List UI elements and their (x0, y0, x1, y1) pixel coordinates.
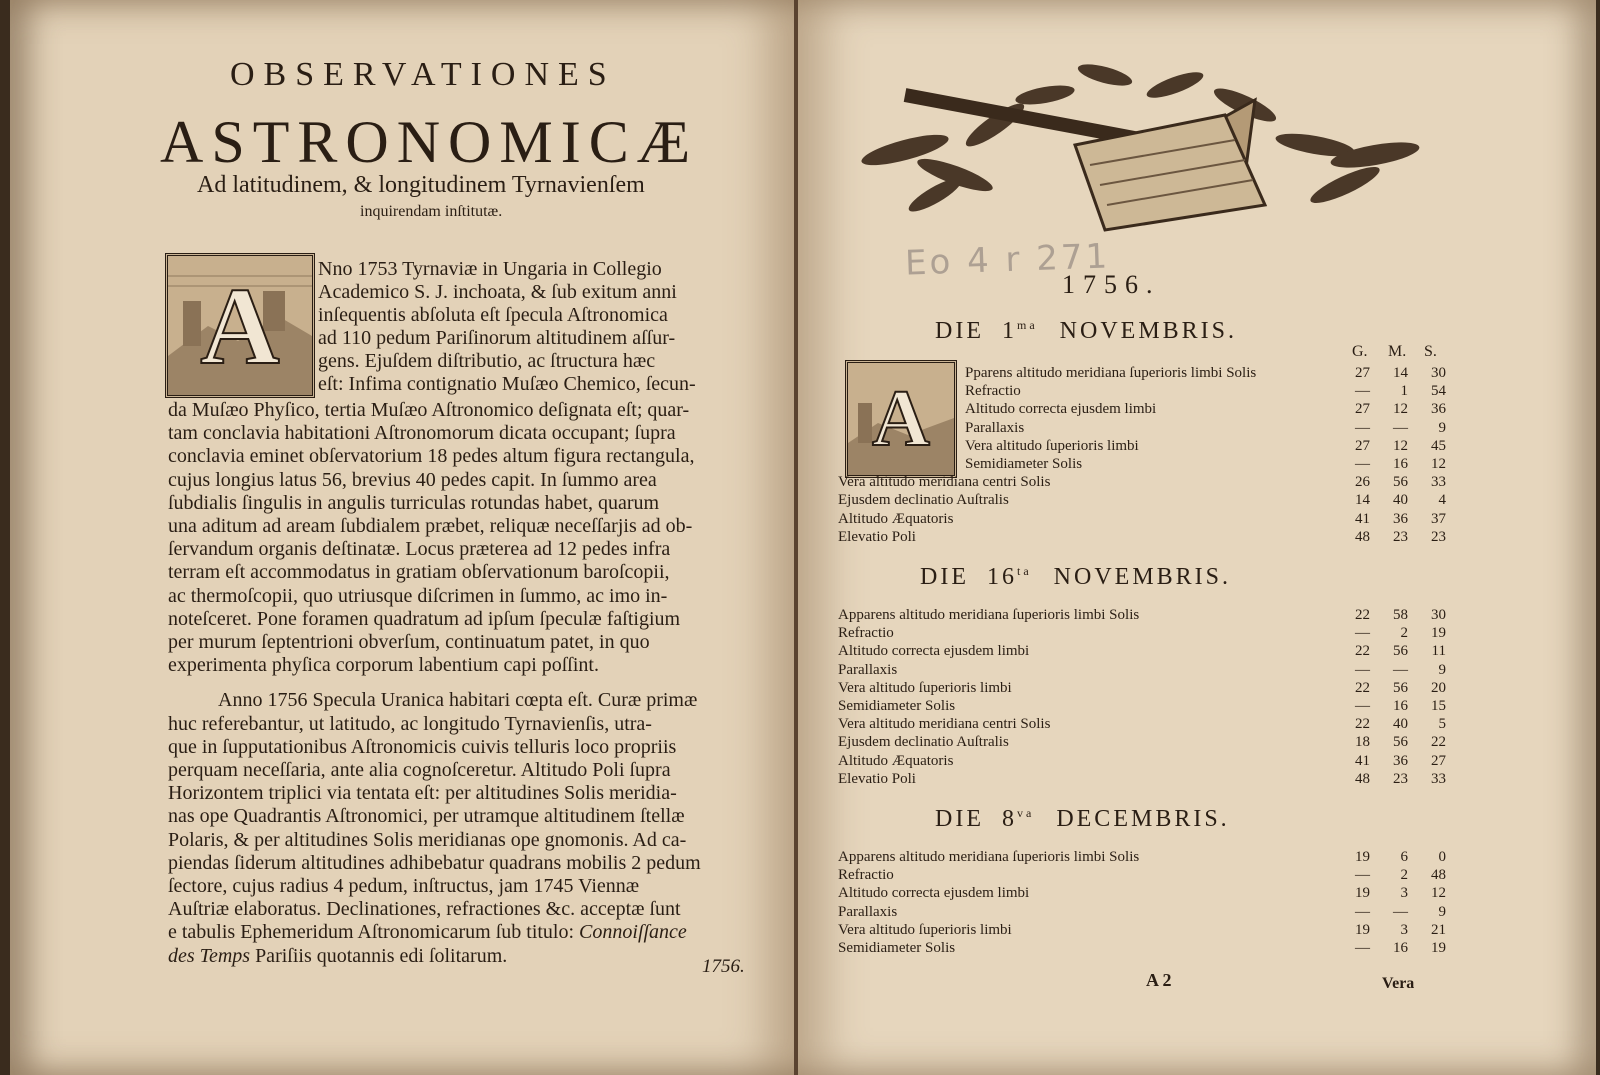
table-row (965, 400, 1460, 418)
value-degrees: 41 (1355, 752, 1370, 769)
value-seconds: 15 (1431, 698, 1446, 714)
value-degrees: 41 (1355, 510, 1370, 527)
decorated-initial (165, 253, 315, 398)
text-line: tam conclavia habitationi Aſtronomorum dicata occupant; ſupra (168, 422, 676, 445)
value-minutes: — (1393, 419, 1408, 436)
value-seconds: 45 (1431, 437, 1446, 454)
day-heading-word: DIE (935, 318, 984, 344)
day-ordinal: ma (1016, 318, 1038, 332)
value-minutes: 56 (1393, 474, 1408, 491)
value-minutes: 36 (1393, 752, 1408, 769)
value-minutes: — (1393, 661, 1408, 678)
value-minutes: 56 (1393, 643, 1408, 660)
value-seconds: 37 (1431, 510, 1446, 527)
value-seconds: 54 (1431, 383, 1446, 400)
column-header-seconds: S. (1424, 343, 1437, 360)
decorated-initial-small (845, 360, 957, 478)
value-minutes: 56 (1393, 734, 1408, 751)
value-seconds: 4 (1438, 492, 1446, 509)
table-row (965, 364, 1460, 382)
value-degrees: — (1355, 698, 1370, 714)
value-degrees: 22 (1355, 607, 1370, 623)
table-row (965, 419, 1460, 437)
value-seconds: 33 (1431, 474, 1446, 491)
value-degrees: — (1355, 903, 1370, 920)
row-label: Vera altitudo ſuperioris limbi (965, 437, 1139, 454)
table-row (838, 848, 1460, 866)
text-line: conclavia eminet obſervatorium 18 pedes altum figura rectangula, (168, 445, 695, 468)
text-line: ſubdialis ſingulis in angulis turriculas rotundas habet, quarum (168, 491, 660, 514)
text-line: ad 110 pedum Pariſinorum altitudinem aſſur- (318, 327, 676, 349)
table-row (838, 624, 1460, 642)
value-minutes: 14 (1393, 365, 1408, 381)
text-line: cujus longius latus 56, brevius 40 pedes capit. In ſummo area (168, 468, 657, 491)
text-line: Horizontem triplici via tentata eſt: per altitudines Solis meridia- (168, 782, 677, 805)
subtitle-line-2: inquirendam inſtitutæ. (360, 203, 503, 220)
value-minutes: — (1393, 903, 1408, 920)
value-seconds: 5 (1438, 716, 1446, 733)
row-label: Ejusdem declinatio Auſtralis (838, 492, 1009, 509)
value-seconds: 0 (1438, 849, 1446, 865)
value-seconds: 22 (1431, 734, 1446, 751)
value-seconds: 48 (1431, 867, 1446, 884)
month-name: NOVEMBRIS. (1053, 564, 1232, 590)
table-row (838, 866, 1460, 884)
text-line: Polaris, & per altitudines Solis meridianas ope gnomonis. Ad ca- (168, 828, 687, 851)
value-degrees: 14 (1355, 492, 1370, 509)
table-row (838, 939, 1460, 957)
value-minutes: 56 (1393, 679, 1408, 696)
table-row (838, 903, 1460, 921)
day-number: 16 (986, 564, 1017, 590)
table-row (965, 455, 1460, 473)
text-line: ſectore, cujus radius 4 pedum, inſtructus, jam 1745 Viennæ (168, 875, 640, 897)
day-number: 8 (1001, 806, 1017, 832)
value-seconds: 33 (1431, 770, 1446, 787)
row-label: Refractio (965, 383, 1021, 400)
value-degrees: — (1355, 383, 1370, 400)
table-row (838, 715, 1460, 733)
table-row (838, 733, 1460, 751)
value-seconds: 30 (1431, 607, 1446, 623)
value-degrees: 48 (1355, 528, 1370, 545)
signature-mark: A 2 (1146, 970, 1172, 990)
value-degrees: — (1355, 940, 1370, 956)
value-minutes: 12 (1393, 437, 1408, 454)
text-line: que in ſupputationibus Aſtronomicis cuivis telluris loco propriis (168, 735, 677, 758)
value-minutes: 16 (1393, 940, 1408, 956)
table-row (838, 473, 1460, 491)
value-seconds: 36 (1431, 401, 1446, 418)
text-line: perquam neceſſaria, ante alia cognoſceretur. Altitudo Poli ſupra (168, 759, 671, 781)
value-degrees: — (1355, 625, 1370, 642)
text-line: huc referebantur, ut latitudo, ac longitudo Tyrnavienſis, utra- (168, 712, 652, 735)
value-degrees: 27 (1355, 401, 1370, 418)
day-ordinal: va (1016, 806, 1035, 820)
title-line-2: ASTRONOMICÆ (160, 109, 699, 175)
value-minutes: 40 (1393, 716, 1408, 733)
text-line: da Muſæo Phyſico, tertia Muſæo Aſtronomico deſignata eſt; quar- (168, 399, 690, 421)
text-line: Auſtriæ elaboratus. Declinationes, refractiones &c. acceptæ ſunt (168, 898, 681, 921)
row-label: Altitudo correcta ejusdem limbi (838, 643, 1030, 660)
value-seconds: 9 (1438, 661, 1446, 678)
row-label: Altitudo Æquatoris (838, 752, 954, 769)
column-header-minutes: M. (1388, 343, 1407, 360)
row-label: Vera altitudo meridiana centri Solis (838, 474, 1051, 491)
row-label: Refractio (838, 625, 894, 642)
value-degrees: — (1355, 456, 1370, 472)
value-degrees: 22 (1355, 716, 1370, 733)
value-degrees: 22 (1355, 679, 1370, 696)
value-minutes: 23 (1393, 528, 1408, 545)
text-line: nas ope Quadrantis Aſtronomici, per utramque altitudinem ſtellæ (168, 805, 685, 828)
text-line: eſt: Infima contignatio Muſæo Chemico, ſecun- (318, 373, 696, 395)
catchword-right: Vera (1382, 975, 1415, 992)
table-row (838, 528, 1460, 546)
initial-letter: A (872, 375, 930, 463)
text-line: per murum ſeptentrioni obverſum, continuatum patet, in quo (168, 631, 650, 653)
column-header-degrees: G. (1352, 343, 1368, 360)
value-minutes: 1 (1400, 383, 1408, 400)
table-row (838, 752, 1460, 770)
value-minutes: 3 (1400, 885, 1408, 902)
row-label: Parallaxis (838, 661, 898, 678)
day-heading (920, 564, 1231, 591)
row-label: Refractio (838, 867, 894, 884)
day-heading (935, 318, 1237, 345)
value-seconds: 19 (1431, 625, 1446, 642)
value-seconds: 19 (1431, 940, 1446, 956)
value-degrees: 26 (1355, 474, 1370, 491)
table-row (838, 697, 1460, 715)
row-label: Apparens altitudo meridiana ſuperioris limbi Solis (838, 607, 1140, 623)
text-line: ac thermoſcopii, quo utriusque diſcrimen in ſummo, ac imo in- (168, 584, 668, 607)
value-minutes: 16 (1393, 698, 1408, 714)
value-minutes: 16 (1393, 456, 1408, 472)
catchword-left: 1756. (702, 956, 745, 977)
row-label: Semidiameter Solis (838, 698, 956, 714)
text-line: e tabulis Ephemeridum Aſtronomicarum ſub titulo: Connoiſſance (168, 921, 687, 944)
row-label: Altitudo Æquatoris (838, 510, 954, 527)
value-minutes: 58 (1393, 607, 1408, 623)
headpiece-ornament-icon (845, 55, 1445, 245)
row-label: Vera altitudo ſuperioris limbi (838, 921, 1012, 938)
row-label: Apparens altitudo meridiana ſuperioris limbi Solis (838, 849, 1140, 865)
value-degrees: 22 (1355, 643, 1370, 660)
title-line-1: OBSERVATIONES (230, 56, 616, 93)
value-minutes: 36 (1393, 510, 1408, 527)
month-name: DECEMBRIS. (1056, 806, 1230, 832)
day-heading-word: DIE (935, 806, 984, 832)
day-ordinal: ta (1016, 564, 1032, 578)
text-line: Nno 1753 Tyrnaviæ in Ungaria in Collegio (318, 258, 662, 280)
value-degrees: 18 (1355, 734, 1370, 751)
row-label: Parallaxis (838, 903, 898, 920)
value-degrees: 19 (1355, 849, 1370, 865)
day-heading-word: DIE (920, 564, 969, 590)
table-row (838, 884, 1460, 902)
value-minutes: 40 (1393, 492, 1408, 509)
value-minutes: 2 (1400, 867, 1408, 884)
text-line: des Temps Pariſiis quotannis edi ſolitarum. (168, 944, 508, 967)
table-row (838, 679, 1460, 697)
value-seconds: 30 (1431, 365, 1446, 381)
row-label: Altitudo correcta ejusdem limbi (838, 885, 1030, 902)
pencil-shelfmark: Eo 4 r 271 (904, 236, 1111, 284)
value-seconds: 12 (1431, 456, 1446, 472)
value-degrees: 48 (1355, 770, 1370, 787)
text-line: una aditum ad aream ſubdialem præbet, reliquæ neceſſarjis ad ob- (168, 515, 693, 537)
value-degrees: — (1355, 419, 1370, 436)
day-number: 1 (1001, 318, 1017, 344)
year-heading: 1756. (1062, 270, 1161, 299)
table-row (838, 770, 1460, 788)
table-row (838, 606, 1460, 624)
value-minutes: 12 (1393, 401, 1408, 418)
value-seconds: 11 (1431, 643, 1446, 660)
table-row (838, 510, 1460, 528)
value-seconds: 9 (1438, 903, 1446, 920)
value-seconds: 21 (1431, 921, 1446, 938)
value-degrees: 19 (1355, 921, 1370, 938)
row-label: Altitudo correcta ejusdem limbi (965, 401, 1157, 418)
text-line: terram eſt accommodatus in gratiam obſervationum baroſcopii, (168, 561, 670, 584)
table-row (965, 437, 1460, 455)
value-seconds: 9 (1438, 419, 1446, 436)
value-degrees: 19 (1355, 885, 1370, 902)
value-minutes: 2 (1400, 625, 1408, 642)
table-row (838, 921, 1460, 939)
value-degrees: — (1355, 867, 1370, 884)
text-line: noteſceret. Pone foramen quadratum ad ipſum ſpeculæ faſtigium (168, 607, 681, 630)
value-degrees: 27 (1355, 365, 1370, 381)
month-name: NOVEMBRIS. (1059, 318, 1238, 344)
value-degrees: — (1355, 661, 1370, 678)
row-label: Ejusdem declinatio Auſtralis (838, 734, 1009, 751)
row-label: Pparens altitudo meridiana ſuperioris limbi Solis (965, 365, 1257, 381)
row-label: Vera altitudo meridiana centri Solis (838, 716, 1051, 733)
value-seconds: 20 (1431, 679, 1446, 696)
row-label: Elevatio Poli (838, 528, 916, 545)
day-heading (935, 806, 1230, 833)
text-line: experimenta phyſica corporum labentium capi poſſint. (168, 654, 599, 677)
book-gutter (794, 0, 798, 1075)
table-row (838, 642, 1460, 660)
value-minutes: 23 (1393, 770, 1408, 787)
subtitle-line-1: Ad latitudinem, & longitudinem Tyrnavienſem (197, 172, 645, 198)
value-degrees: 27 (1355, 437, 1370, 454)
value-minutes: 3 (1400, 921, 1408, 938)
row-label: Semidiameter Solis (965, 456, 1083, 472)
row-label: Parallaxis (965, 419, 1025, 436)
row-label: Elevatio Poli (838, 770, 916, 787)
text-line: ſervandum organis deſtinatæ. Locus præterea ad 12 pedes infra (168, 538, 671, 561)
value-seconds: 23 (1431, 528, 1446, 545)
table-row (838, 491, 1460, 509)
value-seconds: 12 (1431, 885, 1446, 902)
initial-letter: A (200, 264, 280, 387)
value-minutes: 6 (1400, 849, 1408, 865)
text-line: inſequentis abſoluta eſt ſpecula Aſtronomica (318, 304, 668, 326)
text-line: Anno 1756 Specula Uranica habitari cœpta eſt. Curæ primæ (218, 689, 698, 712)
row-label: Semidiameter Solis (838, 940, 956, 956)
text-line: piendas ſiderum altitudines adhibebatur quadrans mobilis 2 pedum (168, 851, 701, 874)
row-label: Vera altitudo ſuperioris limbi (838, 679, 1012, 696)
table-row (838, 661, 1460, 679)
text-line: gens. Ejuſdem diſtributio, ac ſtructura hæc (318, 350, 656, 372)
text-line: Academico S. J. inchoata, & ſub exitum anni (318, 281, 677, 303)
value-seconds: 27 (1431, 752, 1446, 769)
table-row (965, 382, 1460, 400)
